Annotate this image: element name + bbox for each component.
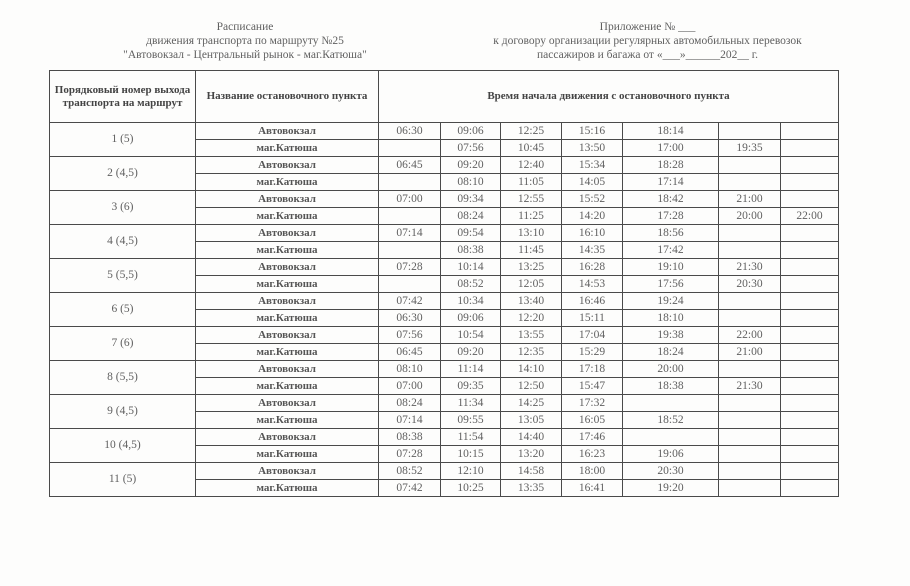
table-row	[50, 157, 839, 174]
departure-time: 07:56	[379, 327, 441, 344]
table-row	[50, 225, 839, 242]
departure-time: 14:35	[562, 242, 623, 259]
departure-time: 13:10	[501, 225, 562, 242]
departure-time: 08:52	[379, 463, 441, 480]
departure-time	[623, 429, 719, 446]
departure-time	[719, 310, 781, 327]
departure-time: 07:00	[379, 191, 441, 208]
departure-time: 12:25	[501, 123, 562, 140]
departure-time	[719, 242, 781, 259]
departure-time: 20:00	[719, 208, 781, 225]
header-stop-name: Название остановочного пункта	[196, 71, 379, 123]
departure-time: 12:10	[441, 463, 501, 480]
departure-time	[781, 327, 839, 344]
stop-name: Автовокзал	[196, 123, 379, 140]
departure-time: 14:10	[501, 361, 562, 378]
departure-time: 07:14	[379, 225, 441, 242]
departure-time	[379, 174, 441, 191]
departure-time: 11:54	[441, 429, 501, 446]
stop-name: маг.Катюша	[196, 344, 379, 361]
departure-time: 11:34	[441, 395, 501, 412]
departure-time: 16:10	[562, 225, 623, 242]
departure-time: 17:04	[562, 327, 623, 344]
departure-time: 07:28	[379, 446, 441, 463]
departure-time: 14:53	[562, 276, 623, 293]
departure-time: 08:24	[441, 208, 501, 225]
departure-time: 07:56	[441, 140, 501, 157]
departure-time: 18:10	[623, 310, 719, 327]
departure-time: 13:40	[501, 293, 562, 310]
stop-name: маг.Катюша	[196, 242, 379, 259]
exit-number: 2 (4,5)	[50, 157, 196, 191]
stop-name: маг.Катюша	[196, 140, 379, 157]
departure-time: 16:41	[562, 480, 623, 497]
departure-time: 22:00	[781, 208, 839, 225]
departure-time: 19:06	[623, 446, 719, 463]
exit-number: 9 (4,5)	[50, 395, 196, 429]
departure-time: 06:45	[379, 157, 441, 174]
departure-time: 14:40	[501, 429, 562, 446]
departure-time: 10:34	[441, 293, 501, 310]
stop-name: Автовокзал	[196, 361, 379, 378]
schedule-table	[49, 70, 839, 497]
departure-time	[781, 480, 839, 497]
departure-time: 19:10	[623, 259, 719, 276]
departure-time: 06:30	[379, 310, 441, 327]
departure-time: 19:38	[623, 327, 719, 344]
departure-time	[719, 174, 781, 191]
departure-time	[781, 174, 839, 191]
departure-time: 10:54	[441, 327, 501, 344]
departure-time	[379, 208, 441, 225]
departure-time	[781, 225, 839, 242]
departure-time	[379, 276, 441, 293]
departure-time	[781, 276, 839, 293]
departure-time: 10:25	[441, 480, 501, 497]
departure-time: 19:20	[623, 480, 719, 497]
departure-time: 16:05	[562, 412, 623, 429]
title-line-2: движения транспорта по маршруту №25	[146, 35, 344, 47]
departure-time: 08:38	[379, 429, 441, 446]
departure-time: 09:20	[441, 344, 501, 361]
departure-time: 21:30	[719, 378, 781, 395]
departure-time	[719, 123, 781, 140]
stop-name: Автовокзал	[196, 327, 379, 344]
departure-time: 17:56	[623, 276, 719, 293]
appendix-line-1: Приложение № ___	[599, 21, 696, 33]
departure-time: 18:38	[623, 378, 719, 395]
departure-time: 12:20	[501, 310, 562, 327]
exit-number: 3 (6)	[50, 191, 196, 225]
appendix-line-3: пассажиров и багажа от «___»______202__ г.	[536, 49, 758, 61]
departure-time	[781, 191, 839, 208]
departure-time	[781, 429, 839, 446]
departure-time: 17:46	[562, 429, 623, 446]
table-row	[50, 191, 839, 208]
stop-name: Автовокзал	[196, 259, 379, 276]
departure-time	[781, 395, 839, 412]
departure-time	[781, 293, 839, 310]
title-line-3: "Автовокзал - Центральный рынок - маг.Катюша"	[123, 49, 367, 61]
departure-time	[781, 378, 839, 395]
departure-time	[719, 293, 781, 310]
table-row	[50, 361, 839, 378]
departure-time: 08:24	[379, 395, 441, 412]
departure-time	[781, 463, 839, 480]
departure-time: 13:50	[562, 140, 623, 157]
stop-name: маг.Катюша	[196, 174, 379, 191]
departure-time: 09:06	[441, 123, 501, 140]
departure-time	[781, 412, 839, 429]
header-departure-times: Время начала движения с остановочного пункта	[379, 71, 839, 123]
departure-time: 06:30	[379, 123, 441, 140]
departure-time: 17:32	[562, 395, 623, 412]
departure-time: 10:14	[441, 259, 501, 276]
exit-number: 6 (5)	[50, 293, 196, 327]
stop-name: маг.Катюша	[196, 378, 379, 395]
departure-time: 12:55	[501, 191, 562, 208]
departure-time: 18:42	[623, 191, 719, 208]
departure-time: 14:05	[562, 174, 623, 191]
title-line-1: Расписание	[216, 21, 274, 33]
departure-time: 11:45	[501, 242, 562, 259]
departure-time: 11:05	[501, 174, 562, 191]
stop-name: Автовокзал	[196, 293, 379, 310]
departure-time	[781, 140, 839, 157]
departure-time: 18:24	[623, 344, 719, 361]
departure-time: 09:55	[441, 412, 501, 429]
departure-time	[781, 123, 839, 140]
departure-time: 14:20	[562, 208, 623, 225]
departure-time: 09:54	[441, 225, 501, 242]
departure-time	[781, 446, 839, 463]
departure-time: 13:55	[501, 327, 562, 344]
departure-time	[781, 310, 839, 327]
table-row	[50, 123, 839, 140]
departure-time: 14:25	[501, 395, 562, 412]
departure-time: 17:14	[623, 174, 719, 191]
departure-time: 21:30	[719, 259, 781, 276]
stop-name: маг.Катюша	[196, 208, 379, 225]
departure-time: 07:14	[379, 412, 441, 429]
departure-time: 07:00	[379, 378, 441, 395]
departure-time: 22:00	[719, 327, 781, 344]
appendix-line-2: к договору организации регулярных автомобильных перевозок	[493, 35, 802, 47]
stop-name: маг.Катюша	[196, 480, 379, 497]
departure-time: 07:28	[379, 259, 441, 276]
departure-time: 20:30	[623, 463, 719, 480]
stop-name: маг.Катюша	[196, 446, 379, 463]
departure-time: 12:05	[501, 276, 562, 293]
exit-number: 4 (4,5)	[50, 225, 196, 259]
departure-time: 12:40	[501, 157, 562, 174]
departure-time	[781, 344, 839, 361]
departure-time: 17:42	[623, 242, 719, 259]
stop-name: маг.Катюша	[196, 276, 379, 293]
departure-time: 13:25	[501, 259, 562, 276]
departure-time: 15:11	[562, 310, 623, 327]
exit-number: 7 (6)	[50, 327, 196, 361]
departure-time	[379, 242, 441, 259]
departure-time: 20:00	[623, 361, 719, 378]
departure-time: 15:47	[562, 378, 623, 395]
departure-time	[781, 259, 839, 276]
departure-time	[719, 225, 781, 242]
departure-time: 11:14	[441, 361, 501, 378]
departure-time: 17:00	[623, 140, 719, 157]
departure-time: 18:14	[623, 123, 719, 140]
departure-time: 07:42	[379, 480, 441, 497]
departure-time: 19:35	[719, 140, 781, 157]
departure-time: 18:56	[623, 225, 719, 242]
departure-time: 16:46	[562, 293, 623, 310]
header-exit-number: Порядковый номер выхода транспорта на маршрут	[50, 71, 196, 123]
stop-name: маг.Катюша	[196, 310, 379, 327]
departure-time: 08:38	[441, 242, 501, 259]
departure-time: 18:00	[562, 463, 623, 480]
stop-name: маг.Катюша	[196, 412, 379, 429]
departure-time	[719, 463, 781, 480]
departure-time: 21:00	[719, 344, 781, 361]
schedule-title	[60, 20, 430, 62]
departure-time: 09:34	[441, 191, 501, 208]
departure-time: 18:28	[623, 157, 719, 174]
stop-name: Автовокзал	[196, 395, 379, 412]
departure-time	[719, 446, 781, 463]
table-header-row	[50, 71, 839, 123]
departure-time: 15:16	[562, 123, 623, 140]
departure-time: 12:50	[501, 378, 562, 395]
departure-time: 09:20	[441, 157, 501, 174]
appendix-header	[455, 20, 840, 62]
departure-time: 17:18	[562, 361, 623, 378]
exit-number: 5 (5,5)	[50, 259, 196, 293]
table-row	[50, 327, 839, 344]
stop-name: Автовокзал	[196, 463, 379, 480]
table-row	[50, 429, 839, 446]
departure-time	[781, 157, 839, 174]
departure-time: 06:45	[379, 344, 441, 361]
departure-time: 09:06	[441, 310, 501, 327]
departure-time	[719, 157, 781, 174]
departure-time: 09:35	[441, 378, 501, 395]
departure-time: 08:10	[379, 361, 441, 378]
departure-time: 13:05	[501, 412, 562, 429]
departure-time: 08:10	[441, 174, 501, 191]
departure-time	[719, 480, 781, 497]
table-row	[50, 395, 839, 412]
departure-time	[719, 361, 781, 378]
departure-time: 14:58	[501, 463, 562, 480]
departure-time	[719, 395, 781, 412]
departure-time: 10:15	[441, 446, 501, 463]
departure-time: 17:28	[623, 208, 719, 225]
stop-name: Автовокзал	[196, 191, 379, 208]
departure-time	[781, 361, 839, 378]
table-row	[50, 293, 839, 310]
departure-time	[719, 412, 781, 429]
departure-time: 13:20	[501, 446, 562, 463]
departure-time: 13:35	[501, 480, 562, 497]
table-row	[50, 259, 839, 276]
exit-number: 1 (5)	[50, 123, 196, 157]
departure-time: 11:25	[501, 208, 562, 225]
departure-time: 19:24	[623, 293, 719, 310]
stop-name: Автовокзал	[196, 157, 379, 174]
stop-name: Автовокзал	[196, 225, 379, 242]
departure-time	[719, 429, 781, 446]
departure-time	[379, 140, 441, 157]
departure-time: 16:28	[562, 259, 623, 276]
departure-time: 15:52	[562, 191, 623, 208]
departure-time: 21:00	[719, 191, 781, 208]
departure-time: 15:29	[562, 344, 623, 361]
departure-time: 07:42	[379, 293, 441, 310]
exit-number: 11 (5)	[50, 463, 196, 497]
departure-time: 18:52	[623, 412, 719, 429]
table-row	[50, 463, 839, 480]
departure-time: 08:52	[441, 276, 501, 293]
departure-time: 16:23	[562, 446, 623, 463]
exit-number: 8 (5,5)	[50, 361, 196, 395]
departure-time	[623, 395, 719, 412]
exit-number: 10 (4,5)	[50, 429, 196, 463]
departure-time	[781, 242, 839, 259]
departure-time: 20:30	[719, 276, 781, 293]
departure-time: 12:35	[501, 344, 562, 361]
departure-time: 15:34	[562, 157, 623, 174]
stop-name: Автовокзал	[196, 429, 379, 446]
departure-time: 10:45	[501, 140, 562, 157]
